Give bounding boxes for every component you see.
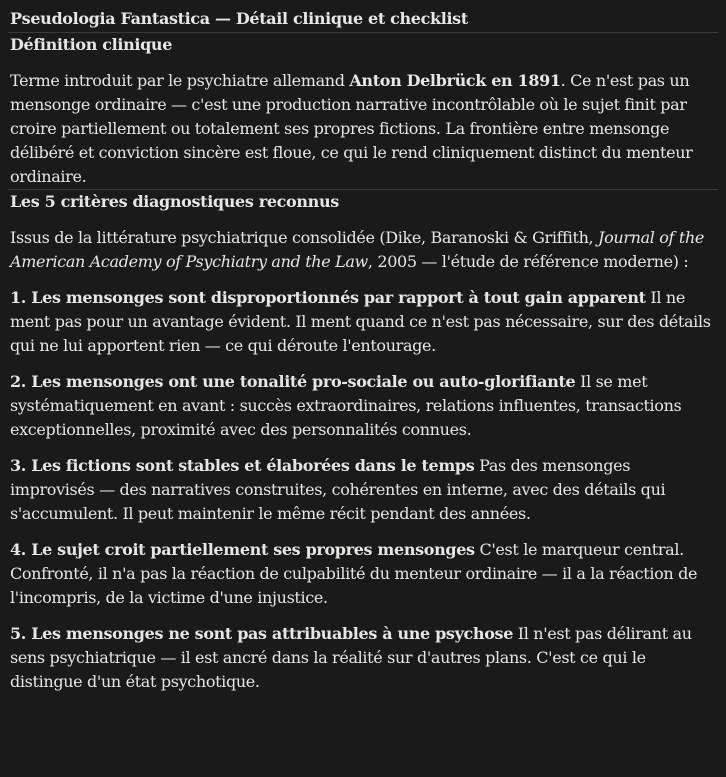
criterion-text: Pas des mensonges improvisés — des narratives construites, cohérentes en interne, avec des détails qui s'accumulent. Il peut maintenir le même récit pendant des années. <box>10 456 666 523</box>
journal-title: Journal of the American Academy of Psychiatry and the Law <box>10 228 705 271</box>
definition-paragraph <box>10 69 716 189</box>
criterion-item <box>10 538 716 610</box>
criteria-section <box>10 190 716 694</box>
criterion-text: Il se met systématiquement en avant : succès extraordinaires, relations influentes, transactions exceptionnelles, proximité avec des personnalités connues. <box>10 372 682 439</box>
criteria-intro-before: Issus de la littérature psychiatrique consolidée (Dike, Baranoski & Griffith, <box>10 228 599 247</box>
criterion-item <box>10 622 716 694</box>
criterion-item <box>10 454 716 526</box>
criterion-text: Il n'est pas délirant au sens psychiatrique — il est ancré dans la réalité sur d'autres plans. C'est ce qui le distingue d'un état psychotique. <box>10 624 692 691</box>
criterion-text: C'est le marqueur central. Confronté, il n'a pas la réaction de culpabilité du menteur ordinaire — il a la réaction de l'incompris, de la victime d'une injustice. <box>10 540 698 607</box>
criterion-title: 5. Les mensonges ne sont pas attribuables à une psychose <box>10 624 514 643</box>
criterion-text: Il ne ment pas pour un avantage évident. Il ment quand ce n'est pas nécessaire, sur des détails qui ne lui apportent rien — ce qui déroute l'entourage. <box>10 288 711 355</box>
criterion-item <box>10 286 716 358</box>
criterion-item <box>10 370 716 442</box>
criteria-heading: Les 5 critères diagnostiques reconnus <box>10 192 339 211</box>
definition-bold: Anton Delbrück en 1891 <box>349 71 561 90</box>
definition-text-after: . Ce n'est pas un mensonge ordinaire — c'est une production narrative incontrôlable où le sujet finit par croire partiellement ou totalement ses propres fictions. La frontière entre mensonge délibéré et conviction sincère est floue, ce qui le rend cliniquement distinct du menteur ordinaire. <box>10 71 693 186</box>
criterion-title: 4. Le sujet croit partiellement ses propres mensonges <box>10 540 475 559</box>
criterion-title: 2. Les mensonges ont une tonalité pro-sociale ou auto-glorifiante <box>10 372 576 391</box>
criterion-title: 3. Les fictions sont stables et élaborées dans le temps <box>10 456 475 475</box>
criteria-intro <box>10 226 716 274</box>
criteria-intro-after: , 2005 — l'étude de référence moderne) : <box>367 252 689 271</box>
page-title: Pseudologia Fantastica — Détail clinique et checklist <box>10 9 468 28</box>
definition-heading: Définition clinique <box>10 35 173 54</box>
definition-section <box>10 33 716 189</box>
criterion-title: 1. Les mensonges sont disproportionnés par rapport à tout gain apparent <box>10 288 646 307</box>
definition-text-before: Terme introduit par le psychiatre allemand <box>10 71 350 90</box>
